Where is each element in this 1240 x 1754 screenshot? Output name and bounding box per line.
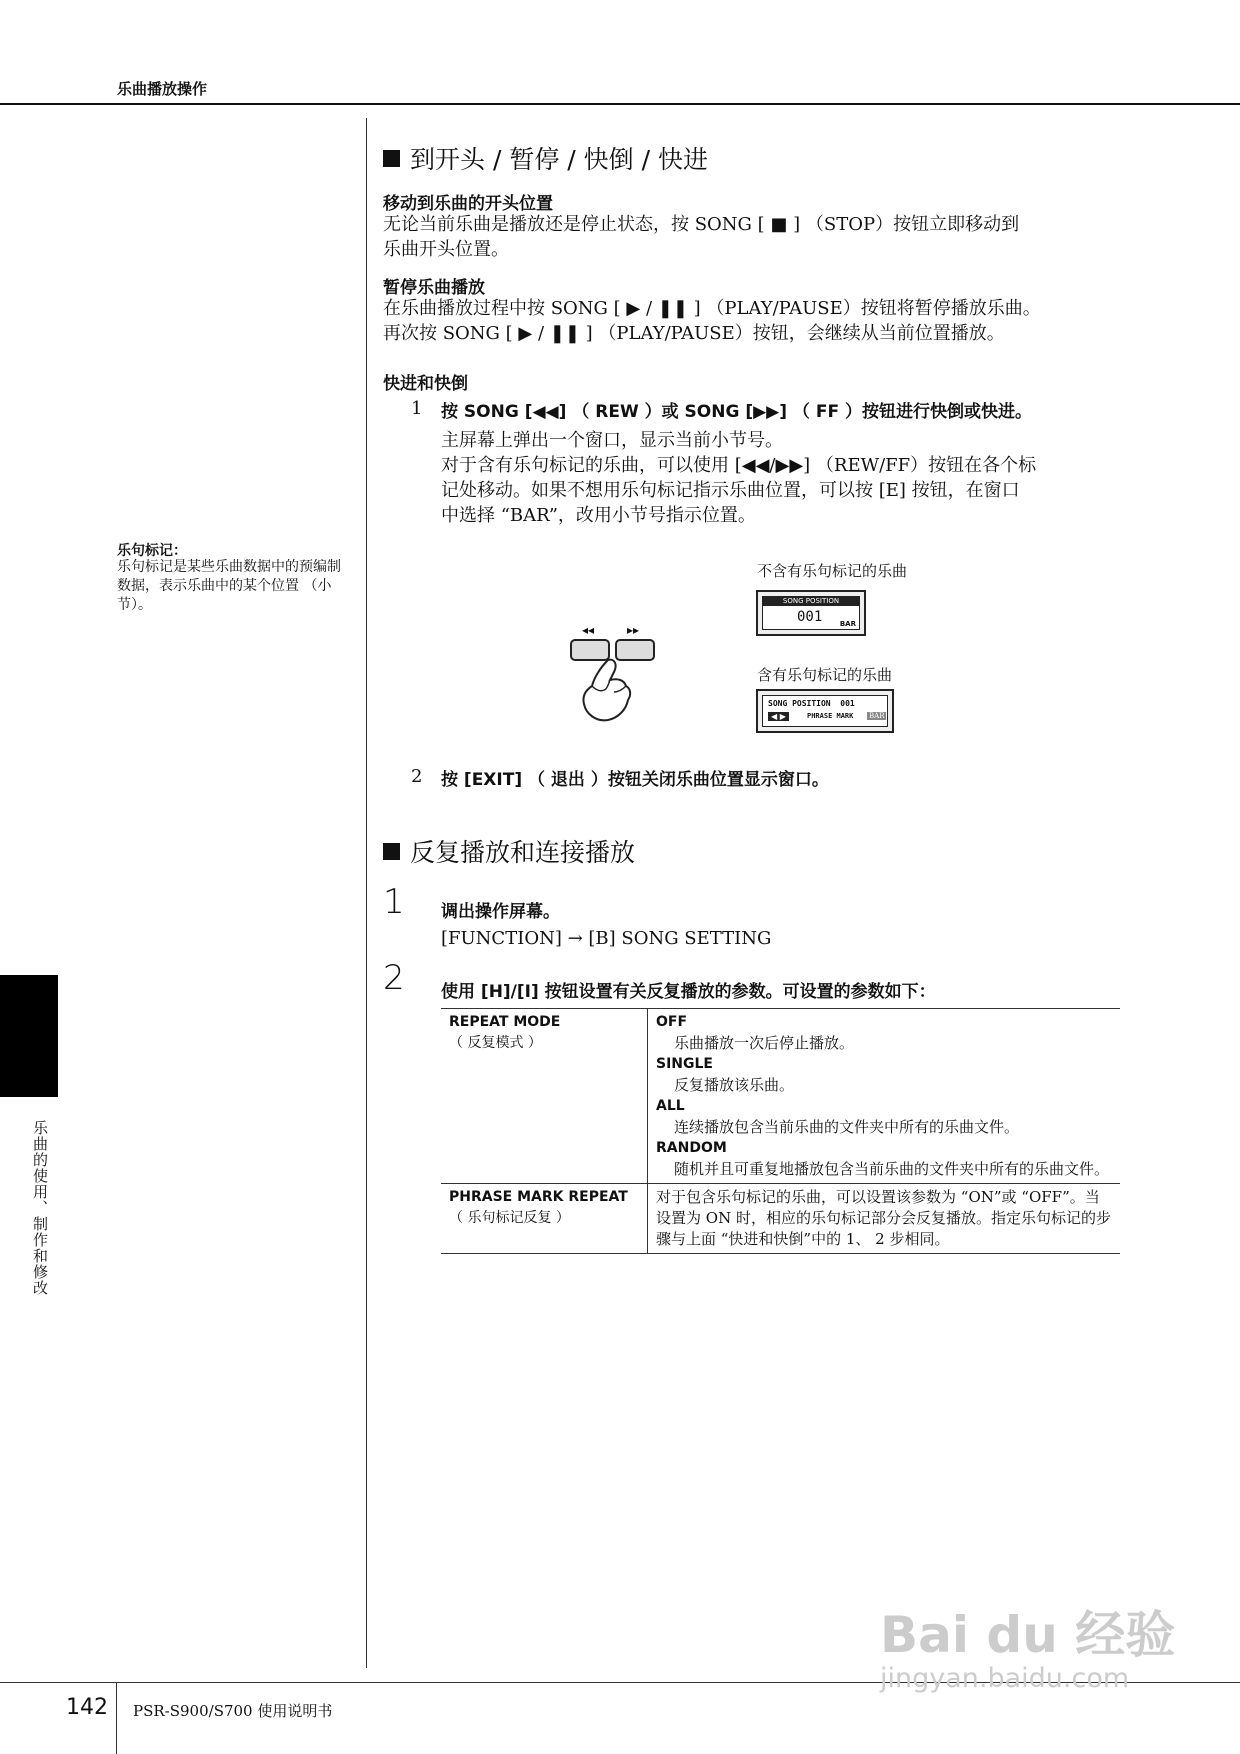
ff-step1-body-1: 主屏幕上弹出一个窗口，显示当前小节号。: [441, 430, 783, 451]
repeat-step1-text: 调出操作屏幕。: [441, 902, 560, 922]
lcd2-arrows: ◀ ▶: [768, 712, 789, 721]
sidenote-title: 乐句标记：: [117, 543, 187, 559]
sidenote-body: 乐句标记是某些乐曲数据中的预编制数据，表示乐曲中的某个位置 （小节）。: [117, 559, 341, 613]
option-random: RANDOM: [656, 1140, 727, 1156]
repeat-step2-number: 2: [383, 958, 405, 998]
manual-title: PSR-S900/S700 使用说明书: [133, 1702, 333, 1720]
option-single-desc: 反复播放该乐曲。: [674, 1076, 795, 1094]
move-body-2: 乐曲开头位置。: [383, 239, 509, 260]
param-name-cn: （ 乐句标记反复 ）: [449, 1210, 570, 1226]
column-divider: [366, 118, 367, 1668]
parameter-table: [441, 1008, 1120, 1254]
page-number: 142: [66, 1695, 108, 1720]
lcd2-tag: BAR: [869, 712, 885, 720]
ff-step1-body-2: 对于含有乐句标记的乐曲，可以使用 [◀◀/▶▶] （REW/FF）按钮在各个标: [441, 455, 1037, 476]
label-with-phrase-mark: 含有乐句标记的乐曲: [757, 666, 893, 684]
pause-body-2: 再次按 SONG [ ▶ / ❚❚ ] （PLAY/PAUSE）按钮，会继续从当前位置播放。: [383, 323, 1005, 344]
param-name-cell: [441, 1184, 648, 1254]
param-desc-cell: [648, 1009, 1121, 1184]
ff-step2-text: 按 [EXIT] （ 退出 ）按钮关闭乐曲位置显示窗口。: [441, 770, 829, 790]
repeat-step1-number: 1: [383, 882, 405, 922]
lcd1-value: 001: [797, 609, 823, 625]
pressing-hand-icon: [578, 656, 638, 726]
running-header: 乐曲播放操作: [117, 80, 208, 98]
rew-symbol: ◂◂: [582, 623, 595, 637]
footer-divider: [116, 1682, 117, 1754]
ff-step1-number: 1: [411, 398, 423, 419]
lcd1-title: SONG POSITION: [763, 597, 859, 606]
pause-body-1: 在乐曲播放过程中按 SONG [ ▶ / ❚❚ ] （PLAY/PAUSE）按钮将暂停播放乐曲。: [383, 298, 1041, 319]
repeat-step2-text: 使用 [H]/[I] 按钮设置有关反复播放的参数。可设置的参数如下：: [441, 982, 936, 1002]
square-bullet-icon: [383, 843, 400, 860]
lcd-song-position-bar: [756, 590, 866, 636]
table-row: [441, 1184, 1120, 1254]
chapter-tab: [0, 975, 58, 1097]
move-to-start-title: 移动到乐曲的开头位置: [383, 194, 553, 214]
table-row: [441, 1009, 1120, 1184]
ff-step1-body-4: 中选择 “BAR”，改用小节号指示位置。: [441, 505, 756, 526]
ff-step1-text: 按 SONG [◀◀] （ REW ）或 SONG [▶▶] （ FF ）按钮进行快倒或快进。: [441, 402, 1032, 422]
square-bullet-icon: [383, 150, 400, 167]
option-off: OFF: [656, 1014, 688, 1030]
param-desc-cell: 对于包含乐句标记的乐曲，可以设置该参数为 “ON”或 “OFF”。当设置为 ON 时，相应的乐句标记部分会反复播放。指定乐句标记的步骤与上面 “快进和快倒”中的 1、 2 步相同。: [656, 1188, 1111, 1248]
lcd1-unit: BAR: [839, 620, 856, 628]
lcd2-line2: PHRASE MARK: [807, 712, 854, 720]
section-title-1: 到开头 / 暂停 / 快倒 / 快进: [383, 140, 708, 176]
ff-symbol: ▸▸: [627, 623, 640, 637]
pause-title: 暂停乐曲播放: [383, 278, 485, 298]
lcd-screen: [762, 596, 860, 630]
option-off-desc: 乐曲播放一次后停止播放。: [674, 1034, 855, 1052]
lcd-song-position-phrase: [756, 689, 894, 733]
label-no-phrase-mark: 不含有乐句标记的乐曲: [757, 562, 908, 580]
option-single: SINGLE: [656, 1056, 713, 1072]
option-all: ALL: [656, 1098, 685, 1114]
chapter-label: 乐曲的使用、制作和修改: [31, 1120, 49, 1296]
lcd-screen-2: [762, 695, 888, 727]
option-all-desc: 连续播放包含当前乐曲的文件夹中所有的乐曲文件。: [674, 1118, 1020, 1136]
lcd2-line1: SONG POSITION 001: [768, 699, 855, 708]
repeat-step1-path: [FUNCTION] → [B] SONG SETTING: [441, 928, 772, 949]
param-name-cn: （ 反复模式 ）: [449, 1035, 542, 1051]
param-name: PHRASE MARK REPEAT: [449, 1189, 628, 1205]
move-body-1: 无论当前乐曲是播放还是停止状态，按 SONG [ ■ ] （STOP）按钮立即移动到: [383, 214, 1020, 235]
ff-step1-body-3: 记处移动。如果不想用乐句标记指示乐曲位置，可以按 [E] 按钮，在窗口: [441, 480, 1020, 501]
option-random-desc: 随机并且可重复地播放包含当前乐曲的文件夹中所有的乐曲文件。: [674, 1160, 1110, 1178]
watermark-url: jingyan.baidu.com: [880, 1663, 1130, 1694]
section-title-2: 反复播放和连接播放: [383, 833, 635, 869]
param-name: REPEAT MODE: [449, 1014, 561, 1030]
ff-rew-title: 快进和快倒: [383, 374, 468, 394]
ff-step2-number: 2: [411, 766, 423, 787]
param-name-cell: [441, 1009, 648, 1184]
watermark-brand: Bai du 经验: [880, 1606, 1176, 1664]
header-rule: [0, 103, 1240, 105]
